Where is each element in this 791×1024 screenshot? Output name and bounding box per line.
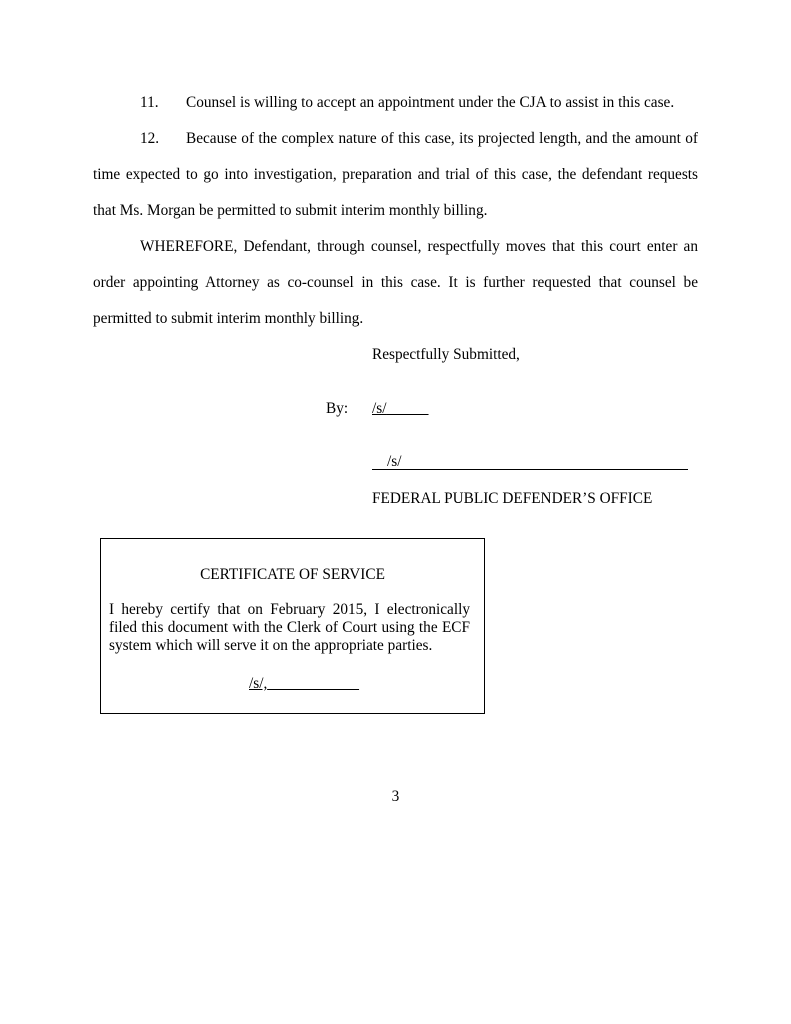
certificate-signature-text: /s/,: [249, 675, 268, 692]
paragraph-text: Counsel is willing to accept an appointment under the CJA to assist in this case.: [186, 94, 675, 111]
certificate-of-service-box: [100, 538, 485, 714]
by-signature: [372, 400, 429, 418]
page-number: 3: [391, 788, 400, 805]
office-name: FEDERAL PUBLIC DEFENDER’S OFFICE: [372, 490, 653, 507]
signature-rule: [372, 469, 688, 470]
wherefore-line-3: permitted to submit interim monthly billing.: [93, 310, 364, 327]
paragraph-12-line-3: that Ms. Morgan be permitted to submit interim monthly billing.: [93, 202, 488, 219]
closing-text: Respectfully Submitted,: [372, 346, 520, 363]
by-label: By:: [326, 400, 349, 417]
paragraph-number: 12.: [140, 130, 160, 147]
certificate-body: I hereby certify that on February 2015, I electronically filed this document with the Clerk of Court using the ECF system which will serve it on the appropriate parties.: [109, 601, 470, 654]
certificate-signature-underline: [267, 675, 359, 692]
attorney-signature-text: /s/: [387, 453, 402, 470]
signature-underline: [386, 400, 428, 417]
by-signature-text: /s/: [372, 400, 387, 417]
paragraph-text: Because of the complex nature of this case, its projected length, and the amount of: [186, 130, 698, 147]
wherefore-line-2: order appointing Attorney as co-counsel in this case. It is further requested that counsel be: [93, 274, 698, 291]
paragraph-number: 11.: [140, 94, 159, 111]
certificate-title: CERTIFICATE OF SERVICE: [200, 566, 385, 583]
paragraph-12-line-2: time expected to go into investigation, preparation and trial of this case, the defendant requests: [93, 166, 698, 183]
certificate-signature: [249, 675, 359, 693]
wherefore-line-1: WHEREFORE, Defendant, through counsel, respectfully moves that this court enter an: [140, 238, 698, 255]
